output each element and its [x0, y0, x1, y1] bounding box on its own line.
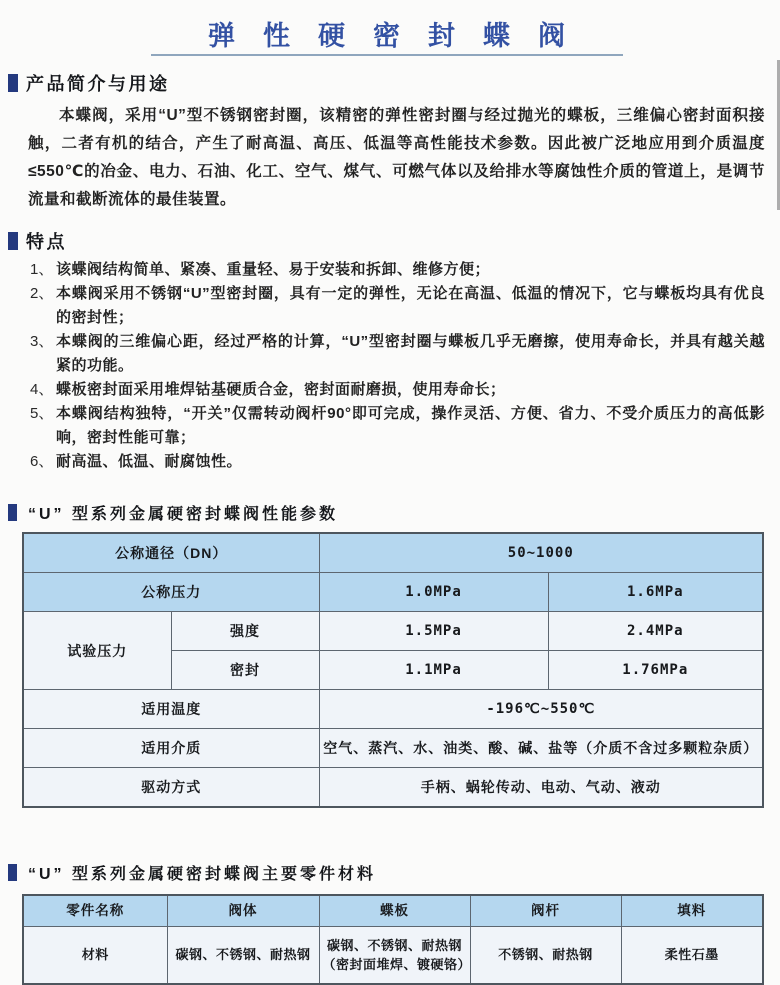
header-disc: 蝶板 [319, 895, 470, 927]
materials-table [22, 894, 764, 985]
performance-table [22, 532, 764, 808]
header-stem: 阀杆 [470, 895, 621, 927]
cell-body-material: 碳钢、不锈钢、耐热钢 [167, 927, 319, 985]
feature-item [30, 378, 765, 402]
table-row [23, 573, 763, 612]
cell-packing-material: 柔性石墨 [621, 927, 763, 985]
section-bullet-icon [8, 232, 18, 250]
feature-text: 本蝶阀结构独特，“开关”仅需转动阀杆90°即可完成，操作灵活、方便、省力、不受介质压力的高低影响，密封性能可靠； [56, 405, 765, 446]
section-heading-intro [8, 70, 765, 96]
feature-number: 4、 [30, 381, 54, 398]
feature-text: 本蝶阀采用不锈钢“U”型密封圈，具有一定的弹性，无论在高温、低温的情况下，它与蝶板均具有优良的密封性； [56, 285, 765, 326]
table-row [23, 768, 763, 808]
feature-item [30, 258, 765, 282]
cell-pn-label: 公称压力 [23, 573, 319, 612]
header-body: 阀体 [167, 895, 319, 927]
section-bullet-icon [8, 74, 18, 92]
section-bullet-icon [8, 504, 17, 521]
feature-number: 2、 [30, 285, 54, 302]
cell-pn-16: 1.6MPa [548, 573, 763, 612]
cell-pn-10: 1.0MPa [319, 573, 548, 612]
cell-material-label: 材料 [23, 927, 167, 985]
section-heading-performance-label: “U” 型系列金属硬密封蝶阀性能参数 [28, 505, 339, 523]
section-heading-intro-label: 产品简介与用途 [26, 74, 170, 94]
feature-number: 5、 [30, 405, 54, 422]
feature-number: 6、 [30, 453, 54, 470]
features-list [30, 258, 765, 474]
feature-item [30, 402, 765, 450]
cell-strength-label: 强度 [171, 612, 319, 651]
cell-media-label: 适用介质 [23, 729, 319, 768]
section-bullet-icon [8, 864, 17, 881]
section-heading-materials-label: “U” 型系列金属硬密封蝶阀主要零件材料 [28, 865, 377, 883]
table-row [23, 612, 763, 651]
header-packing: 填料 [621, 895, 763, 927]
page-title-text: 弹性硬密封蝶阀 [208, 21, 593, 51]
cell-disc-material: 碳钢、不锈钢、耐热钢（密封面堆焊、镀硬铬） [319, 927, 470, 985]
cell-dn-label: 公称通径（DN） [23, 533, 319, 573]
page-title [151, 14, 623, 56]
table-header-row [23, 895, 763, 927]
cell-temp-value: -196℃~550℃ [319, 690, 763, 729]
table-row [23, 927, 763, 985]
cell-drive-value: 手柄、蜗轮传动、电动、气动、液动 [319, 768, 763, 808]
cell-strength-10: 1.5MPa [319, 612, 548, 651]
feature-text: 该蝶阀结构简单、紧凑、重量轻、易于安装和拆卸、维修方便； [56, 261, 491, 278]
feature-text: 本蝶阀的三维偏心距，经过严格的计算，“U”型密封圈与蝶板几乎无磨擦，使用寿命长，并具有越关越紧的功能。 [56, 333, 765, 374]
section-heading-materials [8, 860, 765, 884]
header-part-name: 零件名称 [23, 895, 167, 927]
cell-media-value: 空气、蒸汽、水、油类、酸、碱、盐等（介质不含过多颗粒杂质） [319, 729, 763, 768]
table-row [23, 690, 763, 729]
cell-seal-label: 密封 [171, 651, 319, 690]
intro-paragraph: 本蝶阀，采用“U”型不锈钢密封圈，该精密的弹性密封圈与经过抛光的蝶板，三维偏心密封面积接触，二者有机的结合，产生了耐高温、高压、低温等高性能技术参数。因此被广泛地应用到介质温度≤550℃的冶金、电力、石油、化工、空气、煤气、可燃气体以及给排水等腐蚀性介质的管道上，是调节流量和截断流体的最佳装置。 [28, 107, 765, 208]
cell-seal-10: 1.1MPa [319, 651, 548, 690]
feature-item [30, 330, 765, 378]
table-row [23, 729, 763, 768]
feature-item [30, 450, 765, 474]
feature-item [30, 282, 765, 330]
feature-text: 蝶板密封面采用堆焊钴基硬质合金，密封面耐磨损，使用寿命长； [56, 381, 506, 398]
section-heading-performance [8, 500, 765, 524]
table-row [23, 533, 763, 573]
cell-strength-16: 2.4MPa [548, 612, 763, 651]
feature-number: 3、 [30, 333, 54, 350]
feature-number: 1、 [30, 261, 54, 278]
cell-temp-label: 适用温度 [23, 690, 319, 729]
section-heading-features-label: 特点 [26, 232, 67, 252]
section-heading-features [8, 228, 765, 254]
cell-seal-16: 1.76MPa [548, 651, 763, 690]
cell-test-label: 试验压力 [23, 612, 171, 690]
cell-drive-label: 驱动方式 [23, 768, 319, 808]
cell-stem-material: 不锈钢、耐热钢 [470, 927, 621, 985]
feature-text: 耐高温、低温、耐腐蚀性。 [56, 453, 243, 470]
cell-dn-value: 50~1000 [319, 533, 763, 573]
